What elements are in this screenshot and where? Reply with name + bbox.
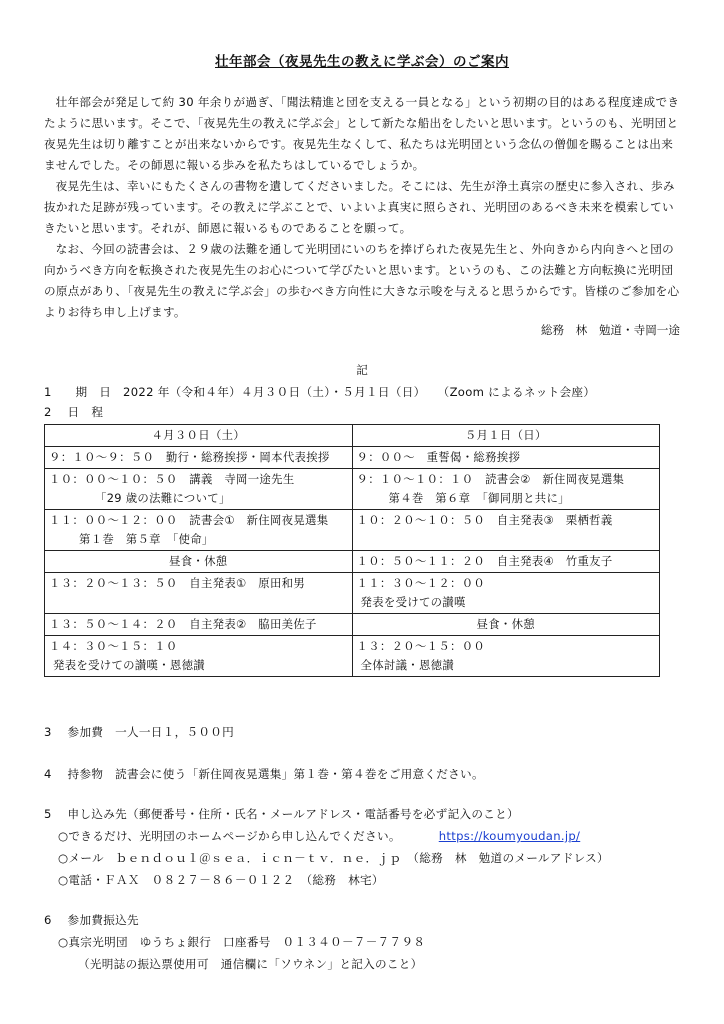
- transfer-note: （光明誌の振込票使用可 通信欄に「ソウネン」と記入のこと）: [78, 957, 423, 971]
- table-row: [45, 636, 660, 677]
- schedule-line: １３：２０～１５：００: [356, 639, 486, 653]
- day1-header: ４月３０日（土）: [45, 425, 353, 447]
- item-fee: 3 参加費 一人一日１，５００円: [44, 725, 235, 739]
- schedule-line: 第１巻 第５章 「使命」: [79, 532, 214, 546]
- schedule-cell: １３：２０～１３：５０ 自主発表① 原田和男: [45, 573, 353, 614]
- schedule-line: 「29 歳の法難について」: [95, 491, 231, 505]
- item-bring: 4 持参物 読書会に使う「新住岡夜晃選集」第１巻・第４巻をご用意ください。: [44, 767, 484, 781]
- table-row: [45, 425, 660, 447]
- table-row: [45, 469, 660, 510]
- schedule-cell: 昼食・休憩: [45, 551, 353, 573]
- item-apply-heading: 5 申し込み先（郵便番号・住所・氏名・メールアドレス・電話番号を必ず記入のこと）: [44, 807, 519, 821]
- apply-web-text: ○できるだけ、光明団のホームページから申し込んでください。: [58, 829, 401, 843]
- ki-heading: 記: [356, 363, 368, 377]
- item-date: 1 期 日 2022 年（令和４年）４月３０日（土）・５月１日（日） （Zoom によるネット会座）: [44, 385, 596, 399]
- schedule-line: ９：１０～１０：１０ 読書会② 新住岡夜晃選集: [356, 472, 625, 486]
- schedule-cell: １３：５０～１４：２０ 自主発表② 脇田美佐子: [45, 614, 353, 636]
- schedule-cell: １０：５０～１１：２０ 自主発表④ 竹重友子: [352, 551, 660, 573]
- schedule-line: １１：３０～１２：００: [356, 576, 486, 590]
- signature: 総務 林 勉道・寺岡一途: [540, 323, 680, 337]
- schedule-cell: [45, 510, 353, 551]
- schedule-line: 発表を受けての讃嘆・恩徳讃: [53, 658, 205, 672]
- schedule-cell: [352, 573, 660, 614]
- schedule-table: [44, 424, 660, 677]
- table-row: [45, 447, 660, 469]
- schedule-line: 第４巻 第６章 「御同朋と共に」: [388, 491, 570, 505]
- table-row: [45, 510, 660, 551]
- intro-paragraph-2: 夜晃先生は、幸いにもたくさんの書物を遺してくださいました。そこには、先生が浄土真宗の歴史に参入され、歩み抜かれた足跡が残っています。その教えに学ぶことで、いよいよ真実に照らされ、光明団のあるべき未来を模索していきたいと思います。それが、師恩に報いるものであることを願って。: [44, 179, 675, 235]
- table-row: [45, 614, 660, 636]
- schedule-cell: [45, 636, 353, 677]
- document-title: 壮年部会（夜晃先生の教えに学ぶ会）のご案内: [215, 54, 509, 70]
- transfer-account: ○真宗光明団 ゆうちょ銀行 口座番号 ０１３４０－７－７７９８: [58, 935, 426, 949]
- apply-mail-line: ○メール ｂｅｎｄｏｕ１＠ｓｅａ．ｉｃｎ－ｔｖ．ｎｅ．ｊｐ （総務 林 勉道のメールアドレス）: [58, 851, 609, 865]
- schedule-line: １４：３０～１５：１０: [49, 639, 178, 653]
- intro-paragraph-1: 壮年部会が発足して約 30 年余りが過ぎ、「聞法精進と団を支える一員となる」という初期の目的はある程度達成できたように思います。そこで、「夜晃先生の教えに学ぶ会」として新たな船出をしたいと思います。というのも、光明団と夜晃先生は切り離すことが出来ないからです。夜晃先生なくして、私たちは光明団という念仏の僧伽を賜ることは出来ませんでした。その師恩に報いる歩みを私たちはしているでしょうか。: [44, 95, 680, 172]
- table-row: [45, 551, 660, 573]
- apply-tel-line: ○電話・ＦＡＸ ０８２７－８６－０１２２ （総務 林宅）: [58, 873, 384, 887]
- schedule-cell: [352, 636, 660, 677]
- item-transfer-heading: 6 参加費振込先: [44, 913, 139, 927]
- schedule-line: 全体討議・恩徳讃: [360, 658, 455, 672]
- table-row: [45, 573, 660, 614]
- schedule-line: １０：００～１０：５０ 講義 寺岡一途先生: [49, 472, 295, 486]
- schedule-cell: １０：２０～１０：５０ 自主発表③ 栗栖哲義: [352, 510, 660, 551]
- day2-header: ５月１日（日）: [352, 425, 660, 447]
- schedule-line: 発表を受けての讃嘆: [360, 595, 466, 609]
- intro-section: [44, 92, 684, 323]
- schedule-cell: 昼食・休憩: [352, 614, 660, 636]
- schedule-cell: ９：１０～９：５０ 勤行・総務挨拶・岡本代表挨拶: [45, 447, 353, 469]
- schedule-cell: [352, 469, 660, 510]
- apply-web-line: [58, 828, 580, 844]
- homepage-link[interactable]: https://koumyoudan.jp/: [438, 829, 581, 843]
- item-schedule-heading: 2 日 程: [44, 405, 104, 419]
- schedule-line: １１：００～１２：００ 読書会① 新住岡夜晃選集: [49, 513, 329, 527]
- intro-paragraph-3: なお、今回の読書会は、２９歳の法難を通して光明団にいのちを捧げられた夜晃先生と、外向きから内向きへと団の向かうべき方向を転換された夜晃先生のお心について学びたいと思います。というのも、この法難と方向転換に光明団の原点があり、「夜晃先生の教えに学ぶ会」の歩むべき方向性に大きな示唆を与えると思うからです。皆様のご参加を心よりお待ち申し上げます。: [44, 242, 680, 319]
- schedule-cell: [45, 469, 353, 510]
- schedule-cell: ９：００～ 重誓偈・総務挨拶: [352, 447, 660, 469]
